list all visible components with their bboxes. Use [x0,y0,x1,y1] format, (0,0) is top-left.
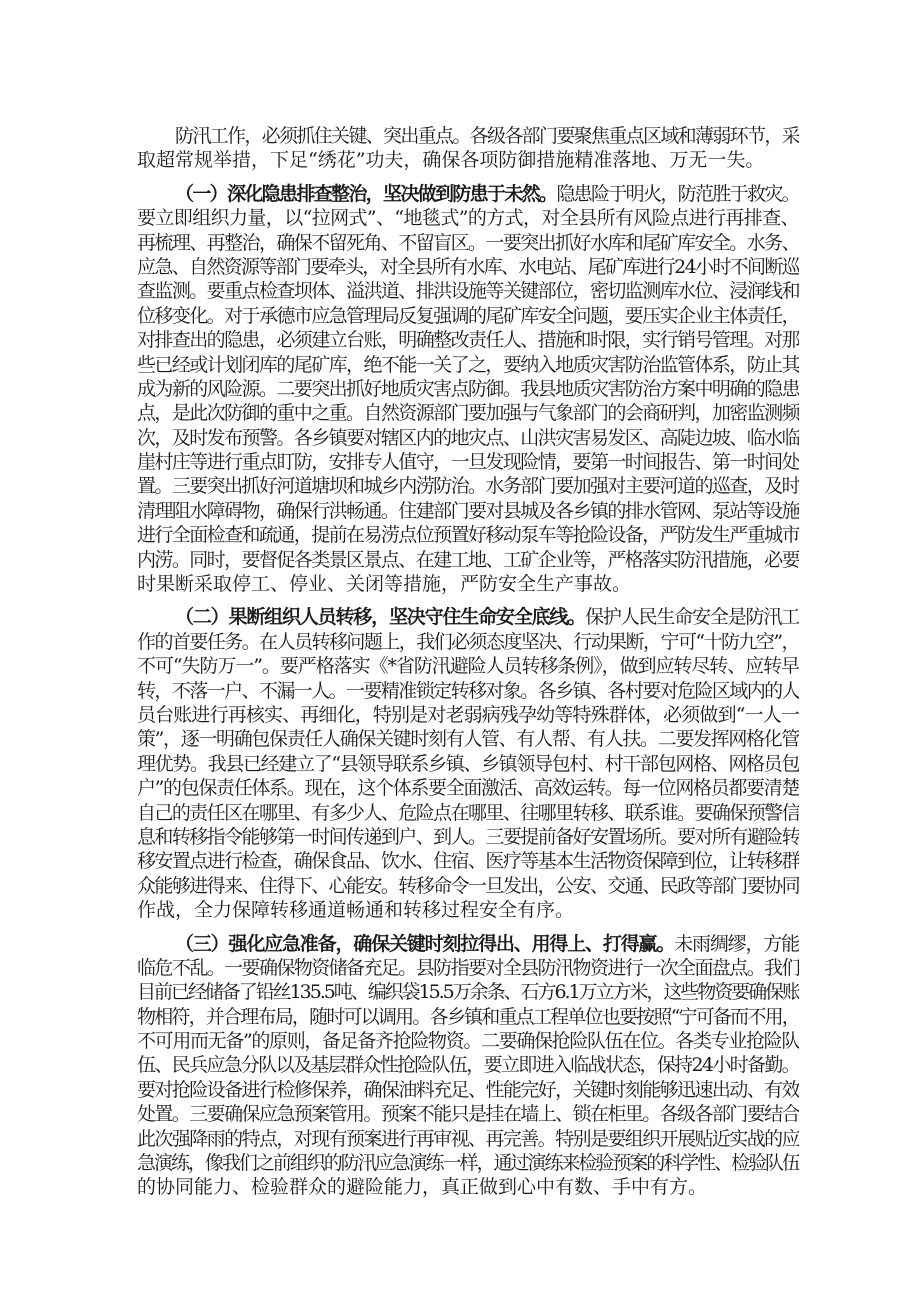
text-line: 伍、民兵应急分队以及基层群众性抢险队伍，要立即进入临战状态，保持24小时备勤。 [137,1054,799,1077]
text-line: 作的首要任务。在人员转移问题上，我们必须态度坚决、行动果断，宁可“十防九空”， [137,630,799,653]
text-line: 进行全面检查和疏通，提前在易涝点位预置好移动泵车等抢险设备，严防发生严重城市 [137,524,799,547]
text-line: 临危不乱。一要确保物资储备充足。县防指要对全县防汛物资进行一次全面盘点。我们 [137,956,799,979]
text-line: 自己的责任区在哪里、有多少人、危险点在哪里、往哪里转移、联系谁。要确保预警信 [137,801,799,824]
text-line: 员台账进行再核实、再细化，特别是对老弱病残孕幼等特殊群体，必须做到“一人一 [137,703,799,726]
text-line: 取超常规举措，下足“绣花”功夫，确保各项防御措施精准落地、万无一失。 [137,149,765,172]
text-line: 置。三要突出抓好河道塘坝和城乡内涝防治。水务部门要加强对主要河道的巡查，及时 [137,475,799,498]
text-line: 作战，全力保障转移通道畅通和转移过程安全有序。 [137,899,575,922]
section-three-heading: （三）强化应急准备，确保关键时刻拉得出、用得上、打得赢。 [175,932,675,955]
text-line: 再梳理、再整治，确保不留死角、不留盲区。一要突出抓好水库和尾矿库安全。水务、 [137,231,799,254]
text-line: 防汛工作，必须抓住关键、突出重点。各级各部门要聚焦重点区域和薄弱环节，采 [175,125,799,147]
text-line: 急演练，像我们之前组织的防汛应急演练一样，通过演练来检验预案的科学性、检验队伍 [137,1152,799,1175]
text-line: 时果断采取停工、停业、关闭等措施，严防安全生产事故。 [137,573,632,596]
text-line: 点，是此次防御的重中之重。自然资源部门要加强与气象部门的会商研判，加密监测频 [137,402,799,425]
section-one-paragraph [137,182,799,597]
heading-line-text: 隐患险于明火，防范胜于救灾。 [556,182,799,205]
text-line: 不可“失防万一”。要严格落实《*省防汛避险人员转移条例》，做到应转尽转、应转早 [137,655,799,678]
text-line: 些已经或计划闭库的尾矿库，绝不能一关了之，要纳入地质灾害防治监管体系，防止其 [137,353,799,376]
section-two-heading: （二）果断组织人员转移，坚决守住生命安全底线。 [175,606,586,629]
text-line: 查监测。要重点检查坝体、溢洪道、排洪设施等关键部位，密切监测库水位、浸润线和 [137,280,799,303]
text-line: 理优势。我县已经建立了“县领导联系乡镇、乡镇领导包村、村干部包网格、网格员包 [137,752,799,775]
section-two-paragraph [137,605,799,922]
heading-line-text: 保护人民生命安全是防汛工 [585,606,799,629]
text-line: 成为新的风险源。二要突出抓好地质灾害点防御。我县地质灾害防治方案中明确的隐患 [137,377,799,400]
text-line: 不可用而无备”的原则，备足备齐抢险物资。二要确保抢险队伍在位。各类专业抢险队 [137,1030,799,1053]
text-line: 处置。三要确保应急预案管用。预案不能只是挂在墙上、锁在柜里。各级各部门要结合 [137,1103,799,1126]
intro-paragraph [137,124,799,173]
text-line: 清理阻水障碍物，确保行洪畅通。住建部门要对县城及各乡镇的排水管网、泵站等设施 [137,499,799,522]
text-line: 户”的包保责任体系。现在，这个体系要全面激活、高效运转。每一位网格员都要清楚 [137,777,799,800]
text-line: 转，不落一户、不漏一人。一要精准锁定转移对象。各乡镇、各村要对危险区域内的人 [137,679,799,702]
text-line: 崖村庄等进行重点盯防，安排专人值守，一旦发现险情，要第一时间报告、第一时间处 [137,451,799,474]
text-line: 众能够进得来、住得下、心能安。转移命令一旦发出，公安、交通、民政等部门要协同 [137,874,799,897]
section-three-paragraph [137,932,799,1200]
text-line: 应急、自然资源等部门要牵头，对全县所有水库、水电站、尾矿库进行24小时不间断巡 [137,255,799,278]
text-line: 要立即组织力量，以“拉网式”、“地毯式”的方式，对全县所有风险点进行再排查、 [137,207,799,230]
text-line: 位移变化。对于承德市应急管理局反复强调的尾矿库安全问题，要压实企业主体责任， [137,304,799,327]
text-line: 要对抢险设备进行检修保养，确保油料充足、性能完好，关键时刻能够迅速出动、有效 [137,1078,799,1101]
section-one-heading: （一）深化隐患排查整治，坚决做到防患于未然。 [175,182,557,205]
text-line: 此次强降雨的特点，对现有预案进行再审视、再完善。特别是要组织开展贴近实战的应 [137,1127,799,1150]
text-line: 移安置点进行检查，确保食品、饮水、住宿、医疗等基本生活物资保障到位，让转移群 [137,850,799,873]
heading-line-text: 未雨绸缪，方能 [674,932,799,955]
text-line: 对排查出的隐患，必须建立台账，明确整改责任人、措施和时限，实行销号管理。对那 [137,329,799,352]
text-line: 目前已经储备了铅丝135.5吨、编织袋15.5万余条、石方6.1万立方米，这些物资要确保账 [137,981,799,1004]
text-line: 的协同能力、检验群众的避险能力，真正做到心中有数、手中有方。 [137,1176,708,1199]
section-heading-line [137,605,799,629]
text-line: 物相符，并合理布局，随时可以调用。各乡镇和重点工程单位也要按照“宁可备而不用， [137,1005,799,1028]
text-line: 次，及时发布预警。各乡镇要对辖区内的地灾点、山洪灾害易发区、高陡边坡、临水临 [137,426,799,449]
text-line: 策”，逐一明确包保责任人确保关键时刻有人管、有人帮、有人扶。二要发挥网格化管 [137,728,799,751]
text-line: 息和转移指令能够第一时间传递到户、到人。三要提前备好安置场所。要对所有避险转 [137,825,799,848]
section-heading-line [137,932,799,956]
document-page [137,124,799,1209]
section-heading-line [137,182,799,206]
text-line: 内涝。同时，要督促各类景区景点、在建工地、工矿企业等，严格落实防汛措施，必要 [137,548,799,571]
